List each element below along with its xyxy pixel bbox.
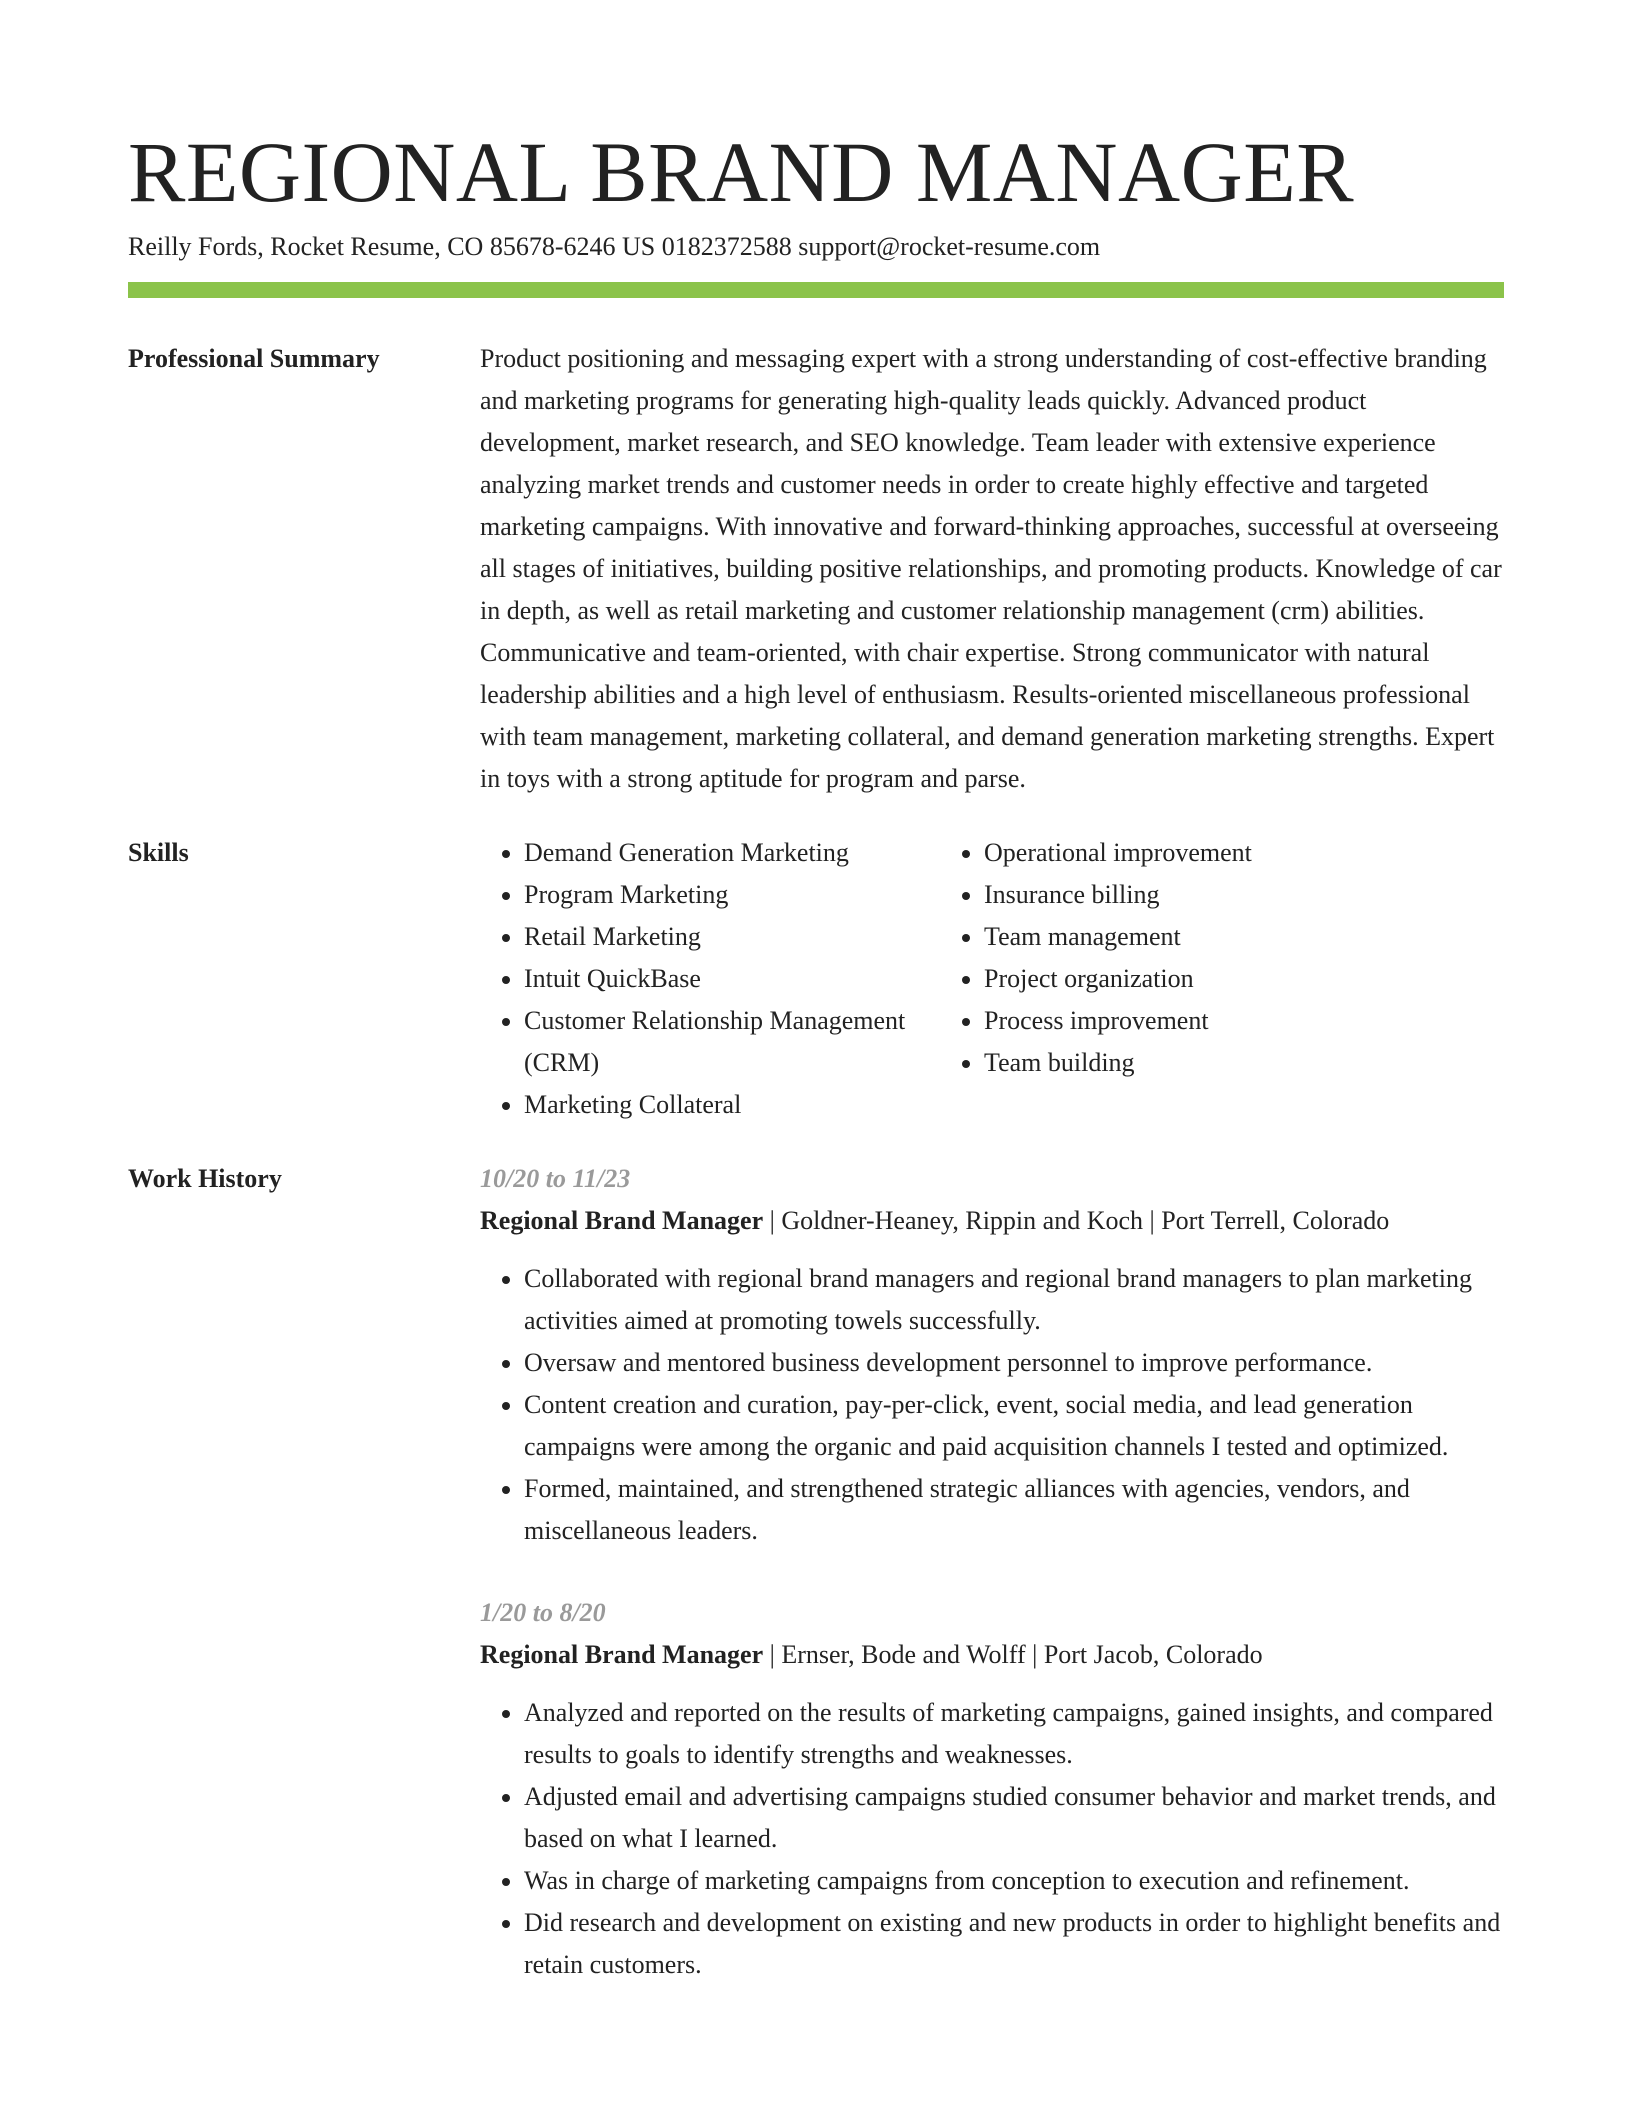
job-entry: [480, 1592, 1504, 1986]
skill-item: • Retail Marketing: [524, 916, 940, 958]
job-bullet: • Analyzed and reported on the results of marketing campaigns, gained insights, and compared results to goals to identify strengths and weaknesses.: [524, 1692, 1504, 1776]
skill-item: • Program Marketing: [524, 874, 940, 916]
skill-item: • Customer Relationship Management (CRM): [524, 1000, 940, 1084]
contact-line: Reilly Fords, Rocket Resume, CO 85678-6246 US 0182372588 support@rocket-resume.com: [128, 232, 1101, 261]
job-title: Regional Brand Manager: [480, 1640, 764, 1669]
job-bullet: • Oversaw and mentored business development personnel to improve performance.: [524, 1342, 1504, 1384]
job-title: Regional Brand Manager: [480, 1206, 764, 1235]
job-dates: 1/20 to 8/20: [480, 1598, 606, 1627]
skill-item: • Insurance billing: [984, 874, 1504, 916]
resume-name: REGIONAL BRAND MANAGER: [128, 124, 1355, 220]
summary-section: [128, 338, 1504, 800]
accent-divider: [128, 282, 1504, 298]
skill-item: • Project organization: [984, 958, 1504, 1000]
skill-item: • Operational improvement: [984, 832, 1504, 874]
skill-item: • Demand Generation Marketing: [524, 832, 940, 874]
skill-item: • Marketing Collateral: [524, 1084, 940, 1126]
job-heading: [480, 1200, 1504, 1242]
job-bullet: • Adjusted email and advertising campaigns studied consumer behavior and market trends, and based on what I learned.: [524, 1776, 1504, 1860]
job-bullets: [480, 1692, 1504, 1986]
job-bullet: • Formed, maintained, and strengthened strategic alliances with agencies, vendors, and miscellaneous leaders.: [524, 1468, 1504, 1552]
job-bullet: • Collaborated with regional brand managers and regional brand managers to plan marketing activities aimed at promoting towels successfully.: [524, 1258, 1504, 1342]
job-entry: [480, 1158, 1504, 1552]
resume-page: [128, 0, 1504, 1986]
job-employer-location: | Ernser, Bode and Wolff | Port Jacob, Colorado: [763, 1640, 1263, 1669]
job-bullets: [480, 1258, 1504, 1552]
skill-item: • Process improvement: [984, 1000, 1504, 1042]
skills-section: [128, 832, 1504, 1126]
skill-item: • Team building: [984, 1042, 1504, 1084]
skill-item: • Team management: [984, 916, 1504, 958]
job-bullet: • Did research and development on existing and new products in order to highlight benefits and retain customers.: [524, 1902, 1504, 1986]
job-bullet: • Content creation and curation, pay-per-click, event, social media, and lead generation campaigns were among the organic and paid acquisition channels I tested and optimized.: [524, 1384, 1504, 1468]
job-dates: 10/20 to 11/23: [480, 1164, 631, 1193]
summary-heading: Professional Summary: [128, 344, 380, 373]
job-bullet: • Was in charge of marketing campaigns from conception to execution and refinement.: [524, 1860, 1504, 1902]
skill-item: • Intuit QuickBase: [524, 958, 940, 1000]
job-heading: [480, 1634, 1504, 1676]
skills-list-right: [940, 832, 1504, 1126]
job-employer-location: | Goldner-Heaney, Rippin and Koch | Port Terrell, Colorado: [763, 1206, 1390, 1235]
summary-text: Product positioning and messaging expert with a strong understanding of cost-effective branding and marketing programs for generating high-quality leads quickly. Advanced product development, market research, and SEO knowledge. Team leader with extensive experience analyzing market trends and customer needs in order to create highly effective and targeted marketing campaigns. With innovative and forward-thinking approaches, successful at overseeing all stages of initiatives, building positive relationships, and promoting products. Knowledge of car in depth, as well as retail marketing and customer relationship management (crm) abilities. Communicative and team-oriented, with chair expertise. Strong communicator with natural leadership abilities and a high level of enthusiasm. Results-oriented miscellaneous professional with team management, marketing collateral, and demand generation marketing strengths. Expert in toys with a strong aptitude for program and parse.: [480, 344, 1502, 793]
skills-list-left: [480, 832, 940, 1126]
skills-heading: Skills: [128, 838, 189, 867]
work-history-section: [128, 1158, 1504, 1986]
work-history-heading: Work History: [128, 1164, 282, 1193]
